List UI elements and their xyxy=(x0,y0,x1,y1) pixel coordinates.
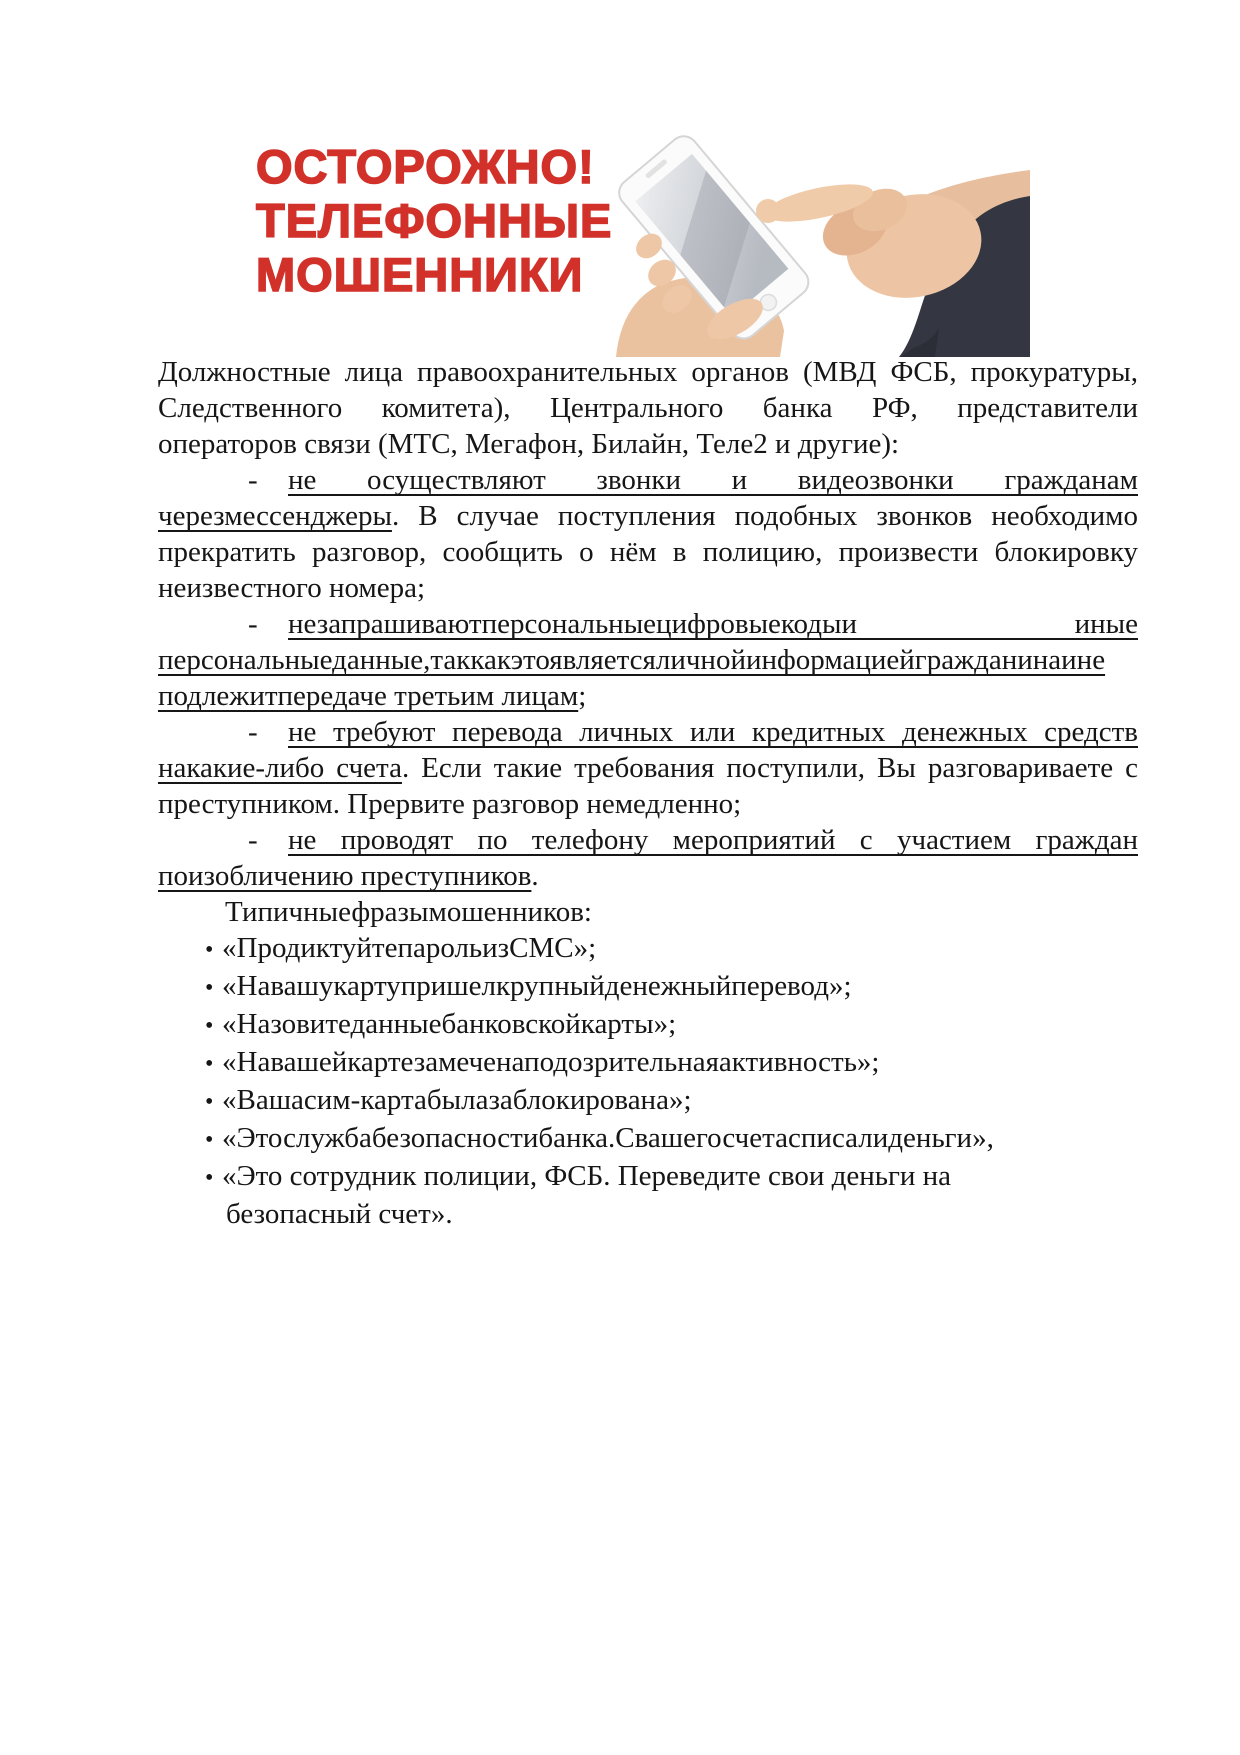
text-segment: «Этослужбабезопасностибанка.Свашегосчетасписалиденьги», xyxy=(222,1122,994,1154)
bullet-marker: • xyxy=(205,975,214,1001)
bullet-marker: • xyxy=(205,937,214,963)
underlined-text: поизобличению преступников xyxy=(158,860,532,892)
text-segment: неизвестного номера; xyxy=(158,572,426,604)
bullet-list-item xyxy=(158,1120,1138,1158)
poster-title xyxy=(256,140,612,302)
text-segment: . xyxy=(531,860,539,892)
text-line xyxy=(158,642,1138,678)
bullet-list-item xyxy=(158,968,1138,1006)
text-line xyxy=(158,390,1138,426)
bullet-marker: • xyxy=(205,1127,214,1153)
poster-title-line-1: ОСТОРОЖНО! xyxy=(256,140,595,193)
poster-title-line-3: МОШЕННИКИ xyxy=(256,248,584,301)
dash-list-item xyxy=(158,462,1138,498)
underlined-text: не проводят по телефону мероприятий с участием граждан xyxy=(288,824,1138,856)
text-line xyxy=(158,858,1138,894)
text-line xyxy=(158,750,1138,786)
text-segment: ; xyxy=(578,680,587,712)
text-segment: «Назовитеданныебанковскойкарты»; xyxy=(222,1008,677,1040)
text-segment: Должностные лица правоохранительных органов (МВД ФСБ, прокуратуры, xyxy=(158,356,1138,388)
underlined-text: черезмессенджеры xyxy=(158,500,392,532)
text-segment: прекратить разговор, сообщить о нём в полицию, произвести блокировку xyxy=(158,536,1138,568)
underlined-text: не осуществляют звонки и видеозвонки гражданам xyxy=(288,464,1138,496)
dash-list-item xyxy=(158,714,1138,750)
text-segment: . В случае поступления подобных звонков необходимо xyxy=(391,500,1138,532)
body-text xyxy=(158,354,1138,1232)
text-segment: . Если такие требования поступили, Вы разговариваете с xyxy=(401,752,1138,784)
text-line xyxy=(158,354,1138,390)
bullet-list-item xyxy=(158,930,1138,968)
bullet-marker: • xyxy=(205,1051,214,1077)
bullet-list-item xyxy=(158,1006,1138,1044)
text-segment: «Навашейкартезамеченаподозрительнаяактивность»; xyxy=(222,1046,880,1078)
bullet-list-item xyxy=(158,1082,1138,1120)
poster-title-line-2: ТЕЛЕФОННЫЕ xyxy=(256,194,613,247)
underlined-text: персональныеданные,таккакэтоявляетсяличнойинформациейгражданинаине xyxy=(158,644,1106,676)
underlined-text: не требуют перевода личных или кредитных денежных средств xyxy=(288,716,1138,748)
text-line xyxy=(158,498,1138,534)
bullet-marker: • xyxy=(205,1089,214,1115)
text-line xyxy=(158,426,1138,462)
bullet-list-item xyxy=(158,1044,1138,1082)
text-segment: «Это сотрудник полиции, ФСБ. Переведите свои деньги на xyxy=(222,1160,952,1192)
text-line xyxy=(158,786,1138,822)
bullet-list-item xyxy=(158,1158,1138,1196)
text-segment: преступником. Прервите разговор немедленно; xyxy=(158,788,742,820)
dash-marker: - xyxy=(248,716,258,748)
bullet-marker: • xyxy=(205,1165,214,1191)
dash-list-item xyxy=(158,606,1138,642)
text-segment: «Навашукартупришелкрупныйденежныйперевод»; xyxy=(222,970,852,1002)
text-segment: «Вашасим-картабылазаблокирована»; xyxy=(222,1084,692,1116)
hands-phone-photo xyxy=(583,110,1030,357)
text-line xyxy=(158,678,1138,714)
text-segment: операторов связи (МТС, Мегафон, Билайн, Теле2 и другие): xyxy=(158,428,900,460)
text-segment: «ПродиктуйтепарольизСМС»; xyxy=(222,932,597,964)
bullet-marker: • xyxy=(205,1013,214,1039)
text-line xyxy=(158,534,1138,570)
text-segment: Следственного комитета), Центрального банка РФ, представители xyxy=(158,392,1138,424)
dash-marker: - xyxy=(248,464,258,496)
dash-list-item xyxy=(158,822,1138,858)
text-line xyxy=(158,1196,1138,1232)
underlined-text: незапрашиваютперсональныецифровыекодыи иные xyxy=(288,608,1138,640)
text-line xyxy=(158,894,1138,930)
text-segment: Типичныефразымошенников: xyxy=(225,896,592,928)
text-segment: безопасный счет». xyxy=(226,1198,453,1230)
dash-marker: - xyxy=(248,608,258,640)
underlined-text: накакие-либо счета xyxy=(158,752,402,784)
dash-marker: - xyxy=(248,824,258,856)
underlined-text: подлежитпередаче третьим лицам xyxy=(158,680,579,712)
hands-phone-illustration xyxy=(583,110,1030,357)
text-line xyxy=(158,570,1138,606)
